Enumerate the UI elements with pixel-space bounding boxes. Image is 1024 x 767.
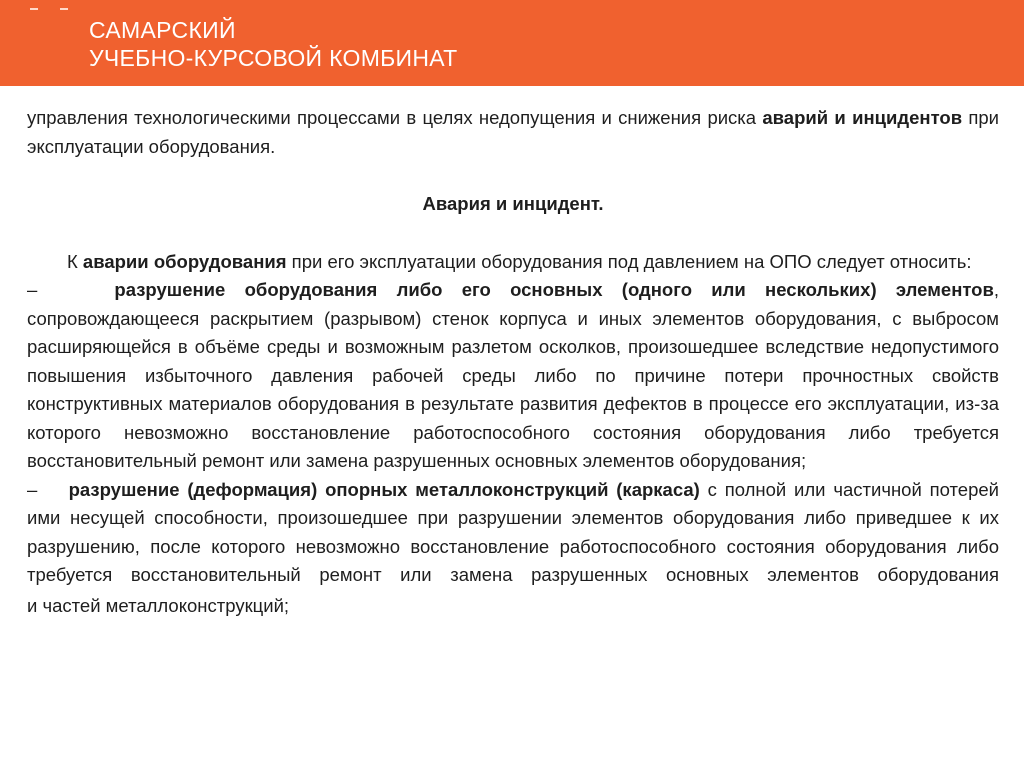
logo-mark-icon <box>30 8 70 14</box>
logo-text <box>89 16 457 72</box>
item-bold: разрушение (деформация) опорных металлоконструкций (каркаса) <box>68 478 700 500</box>
item-text: , сопровождающееся раскрытием (разрывом) стенок корпуса и иных элементов оборудования, с выбросом расширяющейся в объёме среды и возможным разлетом осколков, произошедшее вследствие недопустимого повышения избыточного давления рабочей среды либо по причине потери прочностных свойств конструктивных материалов оборудования в результате развития дефектов в процессе его эксплуатации, из-за которого невозможно восстановление работоспособного состояния оборудования либо требуется восстановительный ремонт или замена разрушенных основных элементов оборудования; <box>27 279 999 471</box>
list-item <box>27 276 999 476</box>
intro-text: управления технологическими процессами в целях недопущения и снижения риска <box>27 107 763 128</box>
intro-paragraph <box>27 104 999 161</box>
logo-line-1: САМАРСКИЙ <box>89 17 236 43</box>
section-heading: Авария и инцидент. <box>422 193 604 214</box>
logo-line-2: УЧЕБНО-КУРСОВОЙ КОМБИНАТ <box>89 45 458 71</box>
item-text: с полной или частичной потерей ими несущей способности, произошедшее при разрушении элементов оборудования либо приведшее к их разрушению, после которого невозможно восстановление работоспособного состояния оборудования либо требуется восстановительный ремонт или замена разрушенных основных элементов оборудования <box>27 478 999 585</box>
item-tail: и частей металлоконструкций; <box>27 594 290 616</box>
dash-bullet: – <box>27 478 38 500</box>
list-item <box>27 476 999 590</box>
lead-paragraph <box>27 248 999 277</box>
document-body <box>27 104 999 620</box>
dash-bullet: – <box>27 279 38 300</box>
lead-text-end: при его эксплуатации оборудования под давлением на ОПО следует относить: <box>286 250 972 272</box>
intro-bold: аварий и инцидентов <box>762 107 963 128</box>
header-bar <box>0 0 1024 86</box>
lead-bold: аварии оборудования <box>82 250 287 272</box>
lead-text: К <box>67 250 83 272</box>
item-bold: разрушение оборудования либо его основных (одного или нескольких) элементов <box>114 279 994 300</box>
intro-text-end: при эксплуатации оборудования. <box>27 107 1000 157</box>
